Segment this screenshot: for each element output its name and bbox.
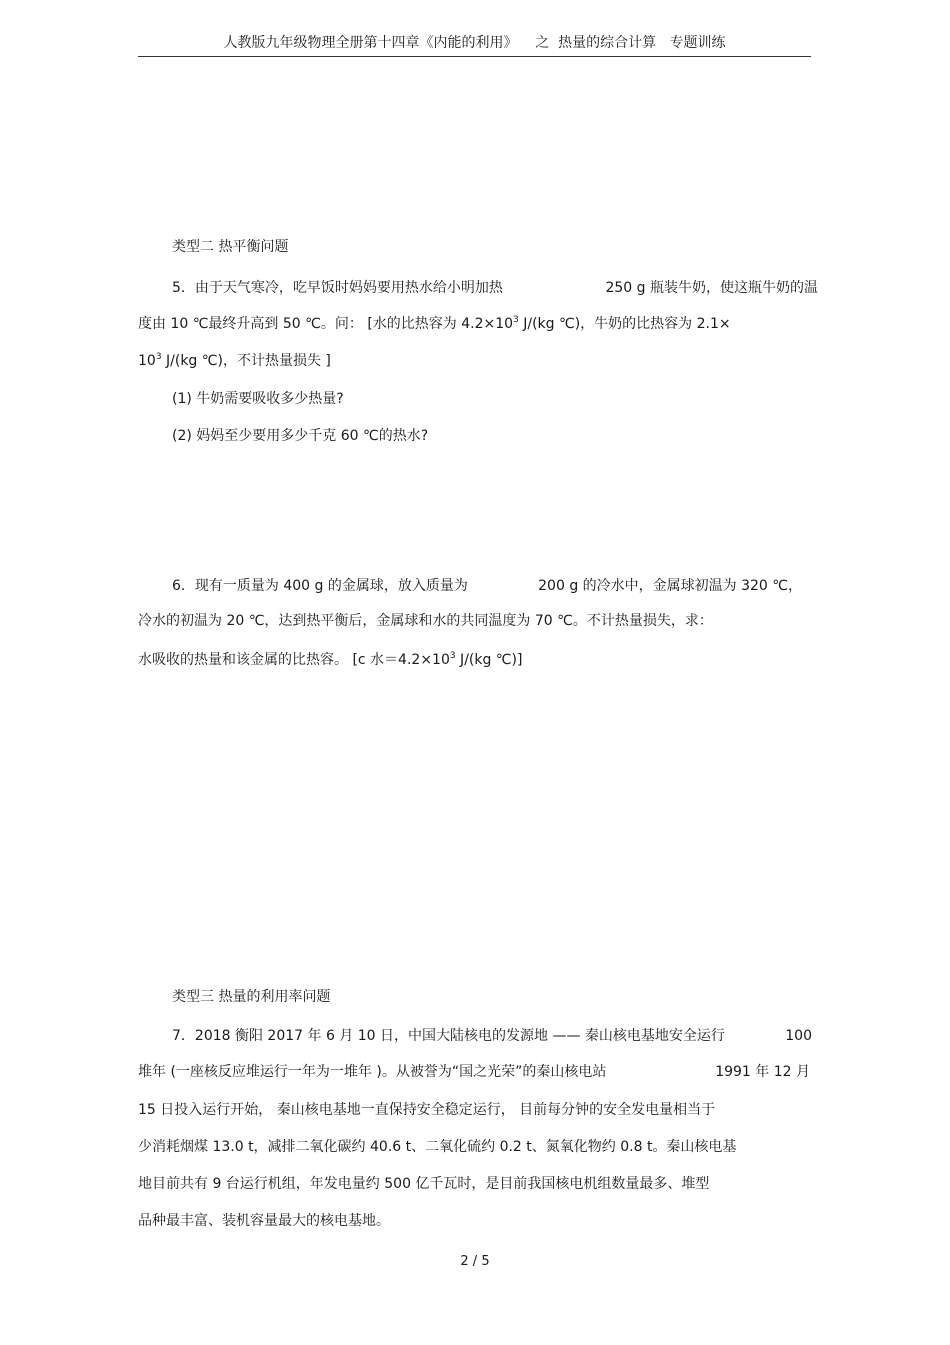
question-5-line-1-a: 5．由于天气寒冷，吃早饭时妈妈要用热水给小明加热 — [172, 280, 503, 296]
question-6-line-3 — [138, 650, 818, 670]
question-7-line-2 — [138, 1062, 818, 1082]
question-7-line-1-b: 100 — [785, 1028, 812, 1044]
question-5-line-3-b: J/(kg ℃)，不计热量损失 ] — [161, 353, 331, 369]
question-6-line-3-b: J/(kg ℃)] — [455, 652, 523, 668]
section-heading-type2: 类型二 热平衡问题 — [172, 239, 289, 255]
question-6-line-1-b: 200 g 的冷水中，金属球初温为 320 ℃， — [538, 578, 802, 594]
question-6-line-3-a: 水吸收的热量和该金属的比热容。 [c 水＝4.2×10 — [138, 652, 450, 668]
question-5-sub-2: (2) 妈妈至少要用多少千克 60 ℃的热水? — [172, 428, 429, 444]
header-divider — [138, 56, 811, 57]
question-5-line-1 — [172, 278, 818, 298]
question-7-line-1 — [172, 1026, 812, 1046]
question-7-line-2-a: 堆年 (一座核反应堆运行一年为一堆年 )。从被誉为“国之光荣”的秦山核电站 — [138, 1064, 607, 1080]
question-7-line-2-b: 1991 年 12 月 — [715, 1064, 810, 1080]
question-5-line-3-sup: 3 — [155, 352, 162, 362]
question-5-line-1-b: 250 g 瓶装牛奶，使这瓶牛奶的温 — [605, 280, 818, 296]
question-7-line-3: 15 日投入运行开始， 秦山核电基地一直保持安全稳定运行， 目前每分钟的安全发电量相当于 — [138, 1102, 716, 1118]
question-7-line-4: 少消耗烟煤 13.0 t，减排二氧化碳约 40.6 t、二氧化硫约 0.2 t、氮氧化物约 0.8 t。秦山核电基 — [138, 1139, 737, 1155]
section-heading-type3: 类型三 热量的利用率问题 — [172, 989, 331, 1005]
question-6-line-2: 冷水的初温为 20 ℃，达到热平衡后，金属球和水的共同温度为 70 ℃。不计热量损失，求： — [138, 613, 713, 629]
question-5-line-2-sup: 3 — [513, 315, 519, 325]
page-header-title: 人教版九年级物理全册第十四章《内能的利用》 之 热量的综合计算 专题训练 — [223, 35, 726, 51]
question-7-line-6: 品种最丰富、装机容量最大的核电基地。 — [138, 1213, 390, 1229]
question-7-line-5: 地目前共有 9 台运行机组，年发电量约 500 亿千瓦时，是目前我国核电机组数量最多、堆型 — [138, 1176, 710, 1192]
question-5-sub-1: (1) 牛奶需要吸收多少热量? — [172, 391, 344, 407]
question-5-line-2-a: 度由 10 ℃最终升高到 50 ℃。问： [水的比热容为 4.2×10 — [138, 316, 514, 332]
question-6-line-1 — [172, 576, 802, 596]
question-6-line-3-sup: 3 — [449, 651, 456, 661]
page-number: 2 / 5 — [460, 1254, 490, 1269]
question-7-line-1-a: 7．2018 衡阳 2017 年 6 月 10 日，中国大陆核电的发源地 —— 秦山核电基地安全运行 — [172, 1028, 725, 1044]
question-5-line-2 — [138, 314, 818, 334]
question-6-line-1-a: 6．现有一质量为 400 g 的金属球，放入质量为 — [172, 578, 468, 594]
question-5-line-3 — [138, 351, 818, 371]
question-5-line-2-b: J/(kg ℃)，牛奶的比热容为 2.1× — [518, 316, 731, 332]
question-5-line-3-a: 10 — [138, 353, 156, 369]
